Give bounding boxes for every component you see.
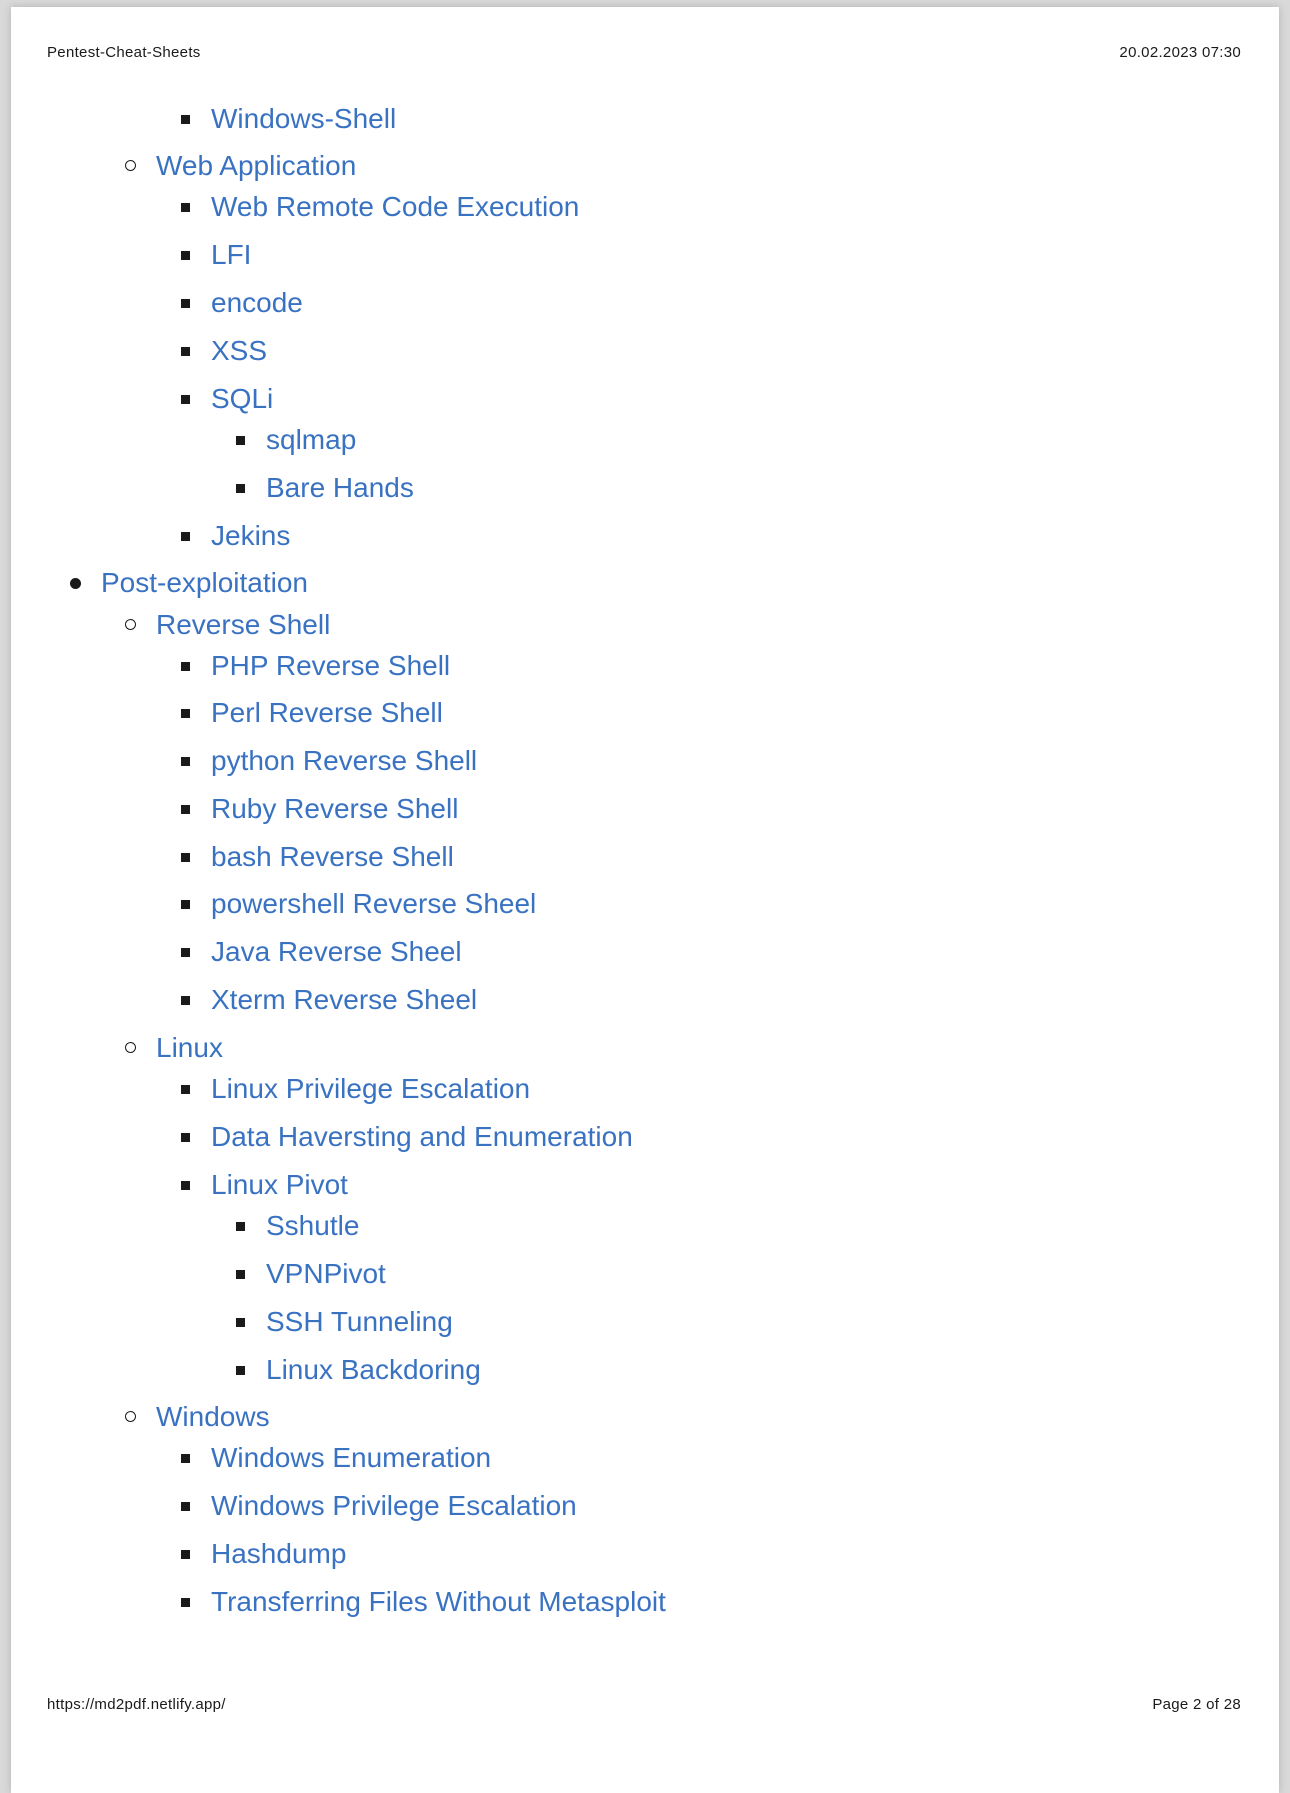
toc-link[interactable]: powershell Reverse Sheel — [211, 888, 537, 919]
toc-item — [211, 792, 458, 826]
list-bullet-icon — [236, 436, 245, 445]
toc-link[interactable]: Windows — [156, 1401, 270, 1432]
toc-link[interactable]: Linux Backdoring — [266, 1354, 481, 1385]
list-bullet-icon — [236, 1318, 245, 1327]
toc-item — [211, 935, 462, 969]
toc-link[interactable]: Windows-Shell — [211, 103, 397, 134]
toc-link[interactable]: SSH Tunneling — [266, 1306, 453, 1337]
toc-item — [211, 102, 396, 136]
toc-item — [211, 238, 251, 272]
toc-item — [266, 471, 414, 505]
toc-link[interactable]: Data Haversting and Enumeration — [211, 1121, 633, 1152]
toc-link[interactable]: sqlmap — [266, 424, 357, 455]
toc-link[interactable]: Web Remote Code Execution — [211, 191, 580, 222]
list-bullet-icon — [181, 1133, 190, 1142]
footer-page-number: Page 2 of 28 — [1152, 1696, 1241, 1713]
list-bullet-icon — [125, 619, 136, 630]
list-bullet-icon — [181, 251, 190, 260]
toc-item — [211, 190, 579, 224]
toc-link[interactable]: Hashdump — [211, 1538, 347, 1569]
toc-link[interactable]: Linux Privilege Escalation — [211, 1073, 531, 1104]
table-of-contents — [11, 7, 1279, 1793]
toc-item — [211, 744, 477, 778]
toc-link[interactable]: python Reverse Shell — [211, 745, 478, 776]
list-bullet-icon — [125, 1411, 136, 1422]
list-bullet-icon — [70, 578, 81, 589]
toc-item — [211, 840, 454, 874]
toc-item — [211, 1120, 633, 1154]
toc-item — [211, 696, 443, 730]
toc-link[interactable]: Bare Hands — [266, 472, 414, 503]
list-bullet-icon — [181, 299, 190, 308]
list-bullet-icon — [181, 115, 190, 124]
toc-item — [156, 1400, 270, 1434]
toc-link[interactable]: Jekins — [211, 520, 291, 551]
toc-link[interactable]: Post-exploitation — [101, 567, 309, 598]
toc-item — [266, 423, 356, 457]
toc-item — [101, 566, 308, 600]
toc-item — [211, 1489, 577, 1523]
toc-link[interactable]: Ruby Reverse Shell — [211, 793, 459, 824]
toc-item — [211, 1585, 666, 1619]
toc-item — [266, 1305, 453, 1339]
toc-link[interactable]: Reverse Shell — [156, 609, 331, 640]
toc-item — [156, 149, 356, 183]
toc-link[interactable]: Xterm Reverse Sheel — [211, 984, 478, 1015]
header-title: Pentest-Cheat-Sheets — [47, 44, 201, 61]
list-bullet-icon — [181, 203, 190, 212]
document-page — [11, 7, 1279, 1793]
toc-link[interactable]: Windows Privilege Escalation — [211, 1490, 577, 1521]
toc-item — [211, 887, 536, 921]
list-bullet-icon — [181, 900, 190, 909]
list-bullet-icon — [181, 1181, 190, 1190]
toc-link[interactable]: LFI — [211, 239, 252, 270]
toc-item — [266, 1353, 481, 1387]
toc-item — [211, 1537, 346, 1571]
toc-item — [211, 519, 290, 553]
toc-link[interactable]: Web Application — [156, 150, 357, 181]
list-bullet-icon — [181, 662, 190, 671]
list-bullet-icon — [181, 1502, 190, 1511]
list-bullet-icon — [181, 757, 190, 766]
header-datetime: 20.02.2023 07:30 — [1119, 44, 1241, 61]
list-bullet-icon — [181, 709, 190, 718]
toc-item — [211, 983, 477, 1017]
list-bullet-icon — [181, 948, 190, 957]
toc-link[interactable]: Perl Reverse Shell — [211, 697, 443, 728]
toc-item — [211, 1072, 530, 1106]
toc-link[interactable]: Java Reverse Sheel — [211, 936, 462, 967]
list-bullet-icon — [181, 1085, 190, 1094]
toc-item — [211, 1168, 348, 1202]
toc-item — [211, 334, 267, 368]
list-bullet-icon — [181, 1598, 190, 1607]
toc-item — [211, 1441, 491, 1475]
toc-link[interactable]: encode — [211, 287, 303, 318]
toc-link[interactable]: VPNPivot — [266, 1258, 386, 1289]
list-bullet-icon — [236, 1366, 245, 1375]
toc-item — [266, 1209, 359, 1243]
list-bullet-icon — [181, 1550, 190, 1559]
toc-link[interactable]: Linux — [156, 1032, 223, 1063]
list-bullet-icon — [181, 395, 190, 404]
list-bullet-icon — [236, 1222, 245, 1231]
list-bullet-icon — [125, 1042, 136, 1053]
list-bullet-icon — [181, 1454, 190, 1463]
list-bullet-icon — [181, 347, 190, 356]
toc-link[interactable]: bash Reverse Shell — [211, 841, 454, 872]
list-bullet-icon — [181, 996, 190, 1005]
toc-item — [156, 1031, 223, 1065]
toc-item — [266, 1257, 386, 1291]
toc-link[interactable]: Windows Enumeration — [211, 1442, 492, 1473]
toc-item — [156, 608, 330, 642]
toc-item — [211, 286, 303, 320]
footer-url: https://md2pdf.netlify.app/ — [47, 1696, 226, 1713]
list-bullet-icon — [181, 805, 190, 814]
list-bullet-icon — [236, 484, 245, 493]
list-bullet-icon — [125, 160, 136, 171]
list-bullet-icon — [181, 532, 190, 541]
toc-link[interactable]: Sshutle — [266, 1210, 360, 1241]
toc-link[interactable]: XSS — [211, 335, 268, 366]
list-bullet-icon — [236, 1270, 245, 1279]
toc-link[interactable]: Transferring Files Without Metasploit — [211, 1586, 666, 1617]
toc-item — [211, 649, 450, 683]
toc-item — [211, 382, 273, 416]
list-bullet-icon — [181, 853, 190, 862]
toc-link[interactable]: PHP Reverse Shell — [211, 650, 451, 681]
toc-link[interactable]: Linux Pivot — [211, 1169, 348, 1200]
toc-link[interactable]: SQLi — [211, 383, 274, 414]
